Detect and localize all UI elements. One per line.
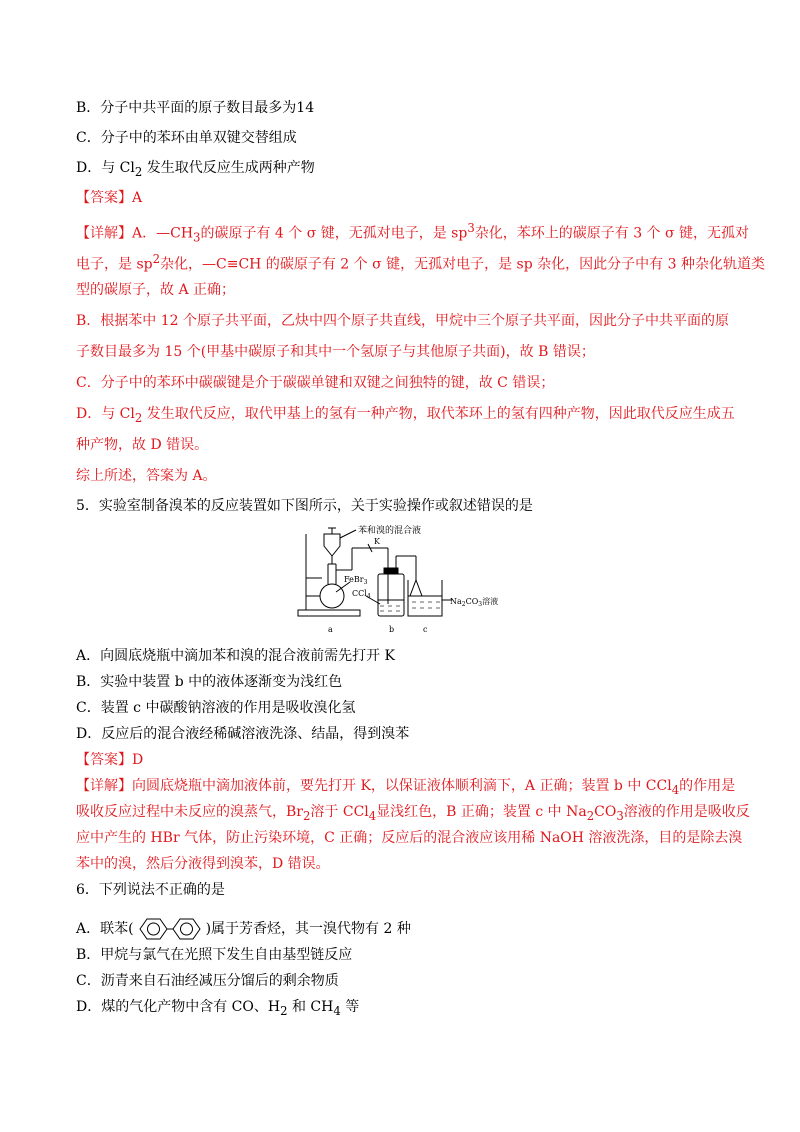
q5-detail-line-4: 苯中的溴，然后分液得到溴苯，D 错误。 [76, 856, 330, 872]
stand-base [298, 610, 360, 616]
q4-option-c: C．分子中的苯环由单双键交替组成 [76, 130, 297, 146]
q4-detail-line-7: D．与 $Cl_2$ 发生取代反应，取代甲基上的氢有一种产物，取代苯环上的氢有四种产物，因此取代反应生成五 [76, 406, 735, 425]
q4-detail-line-3: 型的碳原子，故 A 正确； [76, 282, 236, 298]
q6-option-a: A．联苯( )属于芳香烃，其一溴代物有 2 种 [76, 916, 411, 942]
q5-detail-line-1: 【详解】向圆底烧瓶中滴加液体前，要先打开 K，以保证液体顺利滴下，A 正确；装置 b 中 CCl$_4$的作用是 [76, 778, 736, 797]
mixture-label: 苯和溴的混合液 [358, 526, 422, 536]
febr3-label: FeBr$_3$ [344, 575, 368, 586]
q4-detail-line-4: B．根据苯中 12 个原子共平面，乙炔中四个原子共直线，甲烷中三个原子共平面，因此分子中共平面的原 [76, 313, 730, 329]
q5-option-d: D．反应后的混合液经稀碱溶液洗涤、结晶，得到溴苯 [76, 726, 410, 742]
q5-option-c: C．装置 c 中碳酸钠溶液的作用是吸收溴化氢 [76, 700, 356, 716]
q5-detail-line-3: 应中产生的 HBr 气体，防止污染环境，C 正确；反应后的混合液应该用稀 NaOH 溶液洗涤，目的是除去溴 [76, 830, 743, 846]
q4-option-d: D．与 $Cl_2$ 发生取代反应生成两种产物 [76, 160, 315, 179]
q6-stem: 6．下列说法不正确的是 [76, 882, 225, 898]
q6-option-d: D．煤的气化产物中含有 CO、$H_2$ 和 $CH_4$ 等 [76, 999, 360, 1018]
q4-detail-line-5: 子数目最多为 15 个(甲基中碳原子和其中一个氢原子与其他原子共面)，故 B 错误； [76, 344, 595, 360]
q5-option-b: B．实验中装置 b 中的液体逐渐变为浅红色 [76, 674, 343, 690]
apparatus-diagram [292, 524, 512, 636]
dropping-funnel [324, 534, 340, 564]
round-flask-a [320, 584, 344, 608]
q4-detail-line-8: 种产物，故 D 错误。 [76, 437, 209, 453]
q5-option-a: A．向圆底烧瓶中滴加苯和溴的混合液前需先打开 K [76, 648, 396, 664]
apparatus-svg [292, 524, 512, 636]
k-label: K [374, 537, 380, 546]
biphenyl-structure [134, 916, 206, 942]
q6-option-b: B．甲烷与氯气在光照下发生自由基型链反应 [76, 947, 353, 963]
q4-answer: 【答案】A [76, 190, 143, 206]
label-b: b [389, 625, 395, 634]
q4-summary: 综上所述，答案为 A。 [76, 468, 217, 484]
q6-option-c: C．沥青来自石油经减压分馏后的剩余物质 [76, 973, 339, 989]
q4-detail-line-2: 电子，是 $sp^2$杂化，—C≡CH 的碳原子有 2 个 σ 键，无孤对电子，是 sp 杂化，因此分子中有 3 种杂化轨道类 [76, 252, 765, 273]
na2co3-label: $Na_2CO_3$溶液 [450, 597, 499, 608]
q4-detail-line-1: 【详解】A．$—CH_3$的碳原子有 4 个 σ 键，无孤对电子，是 $sp^3$杂化，苯环上的碳原子有 3 个 σ 键，无孤对 [76, 221, 750, 245]
q5-answer: 【答案】D [76, 752, 144, 768]
q5-detail-line-2: 吸收反应过程中未反应的溴蒸气，$Br_2$溶于 CCl$_4$显浅红色，B 正确；装置 c 中 $Na_2CO_3$溶液的作用是吸收反 [76, 804, 750, 823]
label-c: c [423, 625, 428, 634]
q4-option-b: B．分子中共平面的原子数目最多为14 [76, 100, 315, 116]
ccl4-label: CCl$_4$ [352, 589, 371, 600]
q5-stem: 5．实验室制备溴苯的反应装置如下图所示，关于实验操作或叙述错误的是 [76, 498, 533, 514]
q4-detail-line-6: C．分子中的苯环中碳碳键是介于碳碳单键和双键之间独特的键，故 C 错误； [76, 375, 555, 391]
label-a: a [328, 625, 333, 634]
beaker-c [408, 580, 442, 616]
bottle-b [378, 574, 404, 616]
